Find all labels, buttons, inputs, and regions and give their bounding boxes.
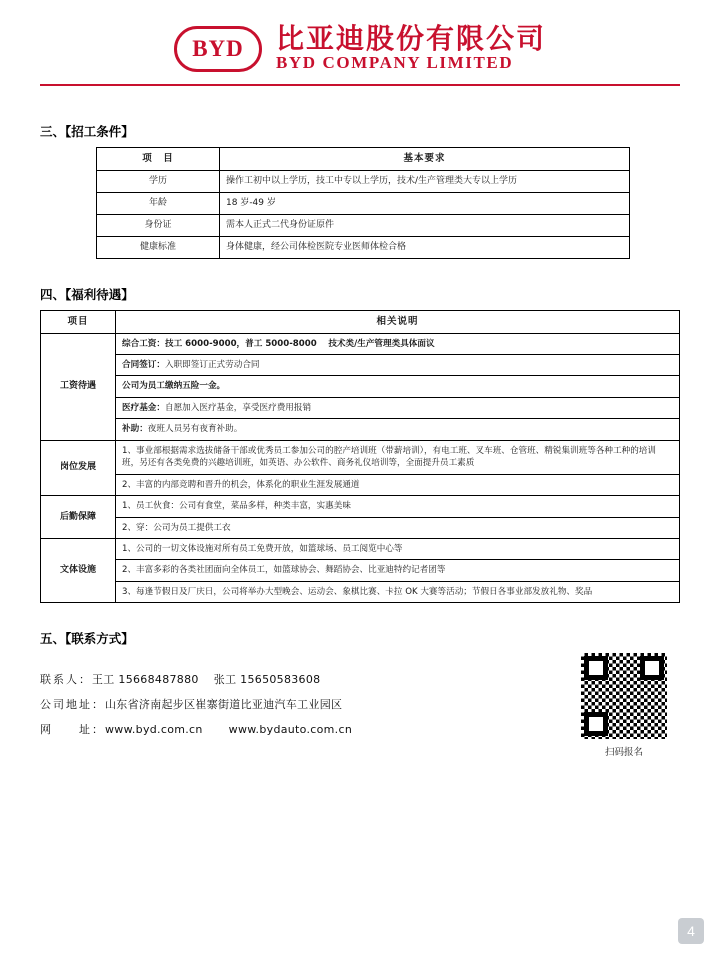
cell-description bbox=[116, 419, 680, 440]
recruit-conditions-table bbox=[96, 147, 630, 259]
page-number-badge: 4 bbox=[678, 918, 704, 944]
cell-description bbox=[116, 354, 680, 375]
cell-item: 身份证 bbox=[97, 214, 220, 236]
cell-category: 文体设施 bbox=[41, 539, 116, 603]
cell-description: 公司为员工缴纳五险一金。 bbox=[116, 376, 680, 397]
column-header-category: 项目 bbox=[41, 310, 116, 333]
byd-logo-icon bbox=[174, 26, 262, 72]
section-title-benefits: 四、【福利待遇】 bbox=[40, 286, 134, 302]
cell-description: 2、丰富多彩的各类社团面向全体员工，如篮球协会、舞蹈协会、比亚迪特约记者团等 bbox=[116, 560, 680, 581]
contact-block bbox=[40, 671, 680, 759]
cell-description: 2、丰富的内部竞聘和晋升的机会，体系化的职业生涯发展通道 bbox=[116, 474, 680, 495]
table-row bbox=[41, 397, 680, 418]
cell-description: 1、公司的一切文体设施对所有员工免费开放，如篮球场、员工阅览中心等 bbox=[116, 539, 680, 560]
cell-description: 2、穿：公司为员工提供工衣 bbox=[116, 517, 680, 538]
company-logo bbox=[174, 24, 546, 74]
table-row bbox=[41, 376, 680, 397]
table-row bbox=[41, 440, 680, 474]
table-row bbox=[97, 236, 630, 258]
qr-code-caption: 扫码报名 bbox=[604, 747, 643, 759]
cell-category: 岗位发展 bbox=[41, 440, 116, 495]
logo-mark-text: BYD bbox=[192, 35, 244, 61]
company-address-value: 山东省济南起步区崔寨街道比亚迪汽车工业园区 bbox=[105, 698, 343, 712]
company-name-en: BYD COMPANY LIMITED bbox=[275, 53, 514, 73]
qr-code-icon[interactable] bbox=[581, 653, 667, 739]
website-label: 网 址： bbox=[40, 723, 105, 737]
column-header-requirement: 基本要求 bbox=[220, 147, 630, 170]
benefits-table bbox=[40, 310, 680, 604]
cell-item: 学历 bbox=[97, 170, 220, 192]
section-title-recruit-conditions: 三、【招工条件】 bbox=[40, 123, 134, 139]
table-row bbox=[41, 419, 680, 440]
document-header bbox=[0, 0, 720, 74]
table-row bbox=[41, 581, 680, 602]
cell-item: 年龄 bbox=[97, 192, 220, 214]
cell-category: 工资待遇 bbox=[41, 333, 116, 440]
table-row bbox=[41, 539, 680, 560]
cell-description-text: 入职即签订正式劳动合同 bbox=[164, 359, 260, 370]
contact-person-value: 王工 15668487880 张工 15650583608 bbox=[92, 673, 321, 687]
header-divider bbox=[40, 84, 680, 86]
table-header-row bbox=[41, 310, 680, 333]
table-row bbox=[41, 496, 680, 517]
table-row bbox=[41, 517, 680, 538]
cell-requirement: 身体健康，经公司体检医院专业医师体检合格 bbox=[220, 236, 630, 258]
company-name-block bbox=[276, 24, 546, 74]
cell-requirement: 操作工初中以上学历，技工中专以上学历，技术/生产管理类大专以上学历 bbox=[220, 170, 630, 192]
table-row bbox=[97, 214, 630, 236]
document-body bbox=[0, 122, 720, 759]
contact-person-label: 联系人： bbox=[40, 673, 92, 687]
website-value-primary[interactable]: www.byd.com.cn bbox=[105, 723, 203, 737]
cell-description-label: 医疗基金： bbox=[122, 402, 165, 413]
qr-code-block bbox=[578, 653, 670, 758]
website-value-secondary[interactable]: www.bydauto.com.cn bbox=[228, 723, 353, 737]
table-row bbox=[41, 333, 680, 354]
cell-description-text: 夜班人员另有夜育补助。 bbox=[147, 424, 243, 435]
section-title-contact: 五、【联系方式】 bbox=[40, 631, 134, 647]
table-row bbox=[41, 560, 680, 581]
cell-requirement: 18 岁-49 岁 bbox=[220, 192, 630, 214]
column-header-item: 项 目 bbox=[97, 147, 220, 170]
table-header-row bbox=[97, 147, 630, 170]
cell-description: 1、事业部根据需求选拔储备干部或优秀员工参加公司的腔产培训班（带薪培训），有电工班、叉车班、仓管班、精锐集训班等各种工种的培训班，另还有各类免费的兴趣培训班，如英语、办公软件、商务礼仪培训等，全面提升员工素质 bbox=[116, 440, 680, 474]
table-row bbox=[97, 170, 630, 192]
cell-description: 1、员工伙食：公司有食堂，菜品多样，种类丰富，实惠美味 bbox=[116, 496, 680, 517]
cell-description: 综合工资：技工 6000-9000，普工 5000-8000 技术类/生产管理类具体面议 bbox=[116, 333, 680, 354]
cell-requirement: 需本人正式二代身份证原件 bbox=[220, 214, 630, 236]
table-row bbox=[41, 354, 680, 375]
cell-description-label: 合同签订： bbox=[122, 359, 165, 370]
table-row bbox=[97, 192, 630, 214]
cell-description-label: 补助： bbox=[122, 424, 148, 435]
column-header-description: 相关说明 bbox=[116, 310, 680, 333]
cell-item: 健康标准 bbox=[97, 236, 220, 258]
cell-description-text: 自愿加入医疗基金，享受医疗费用报销 bbox=[164, 402, 312, 413]
cell-category: 后勤保障 bbox=[41, 496, 116, 539]
cell-description: 3、每逢节假日及厂庆日，公司将举办大型晚会、运动会、象棋比赛、卡拉 OK 大赛等活动；节假日各事业部发放礼物、奖品 bbox=[116, 581, 680, 602]
table-row bbox=[41, 474, 680, 495]
company-address-label: 公司地址： bbox=[40, 698, 105, 712]
company-name-cn: 比亚迪股份有限公司 bbox=[275, 22, 546, 55]
qr-finder-bottom-left bbox=[584, 712, 608, 736]
cell-description bbox=[116, 397, 680, 418]
